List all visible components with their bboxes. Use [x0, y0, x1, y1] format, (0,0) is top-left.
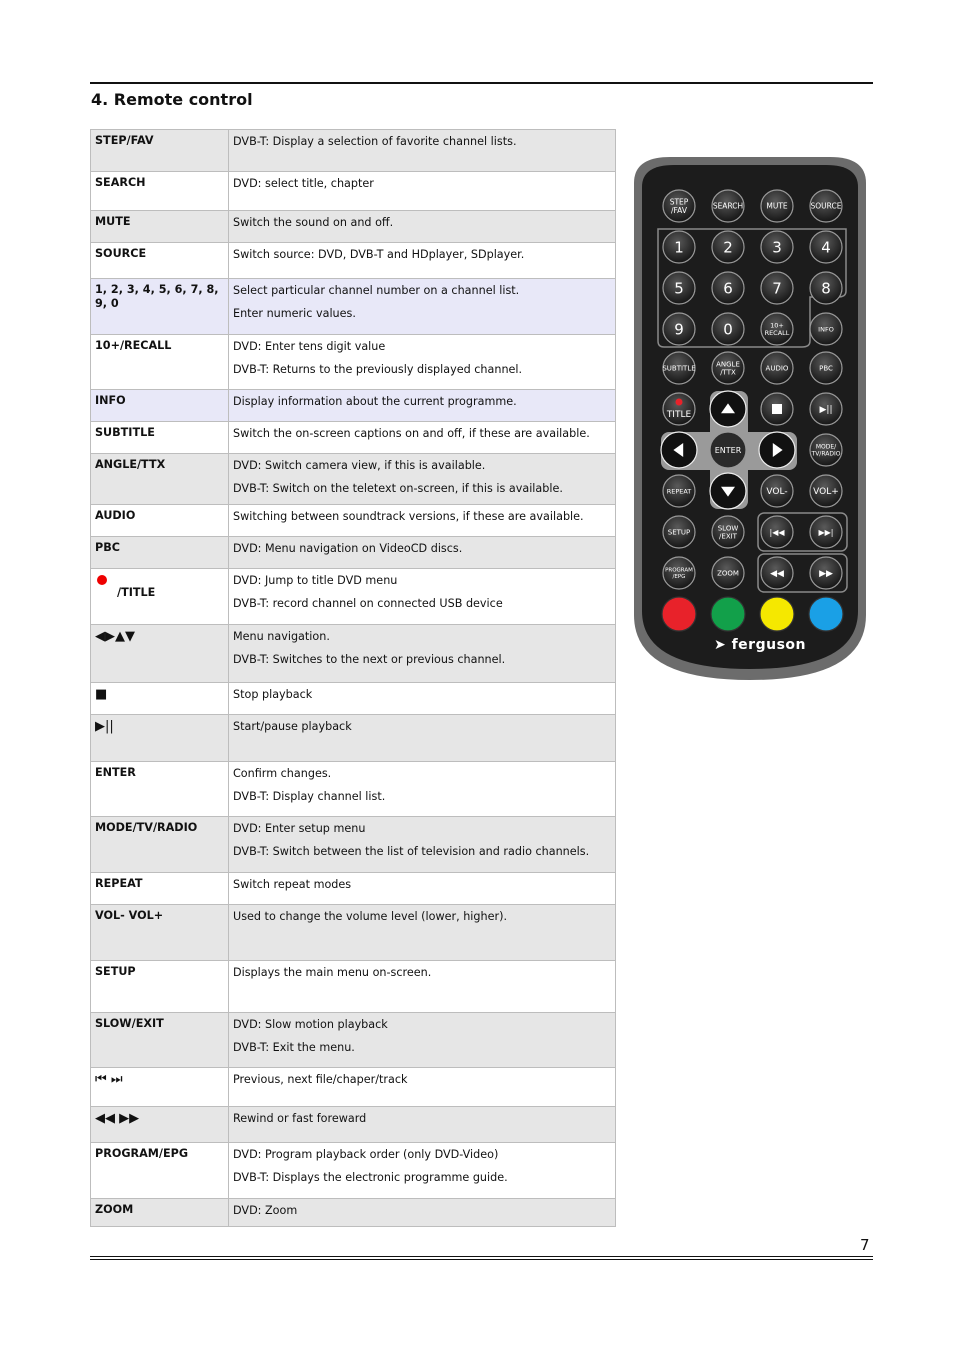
table-row	[91, 422, 616, 454]
table-row	[91, 172, 616, 211]
key-description-cell	[229, 279, 616, 335]
svg-text:TV/RADIO: TV/RADIO	[811, 450, 841, 458]
description-line: DVD: Enter setup menu	[233, 822, 366, 835]
stop-icon	[761, 393, 793, 425]
remote-button	[712, 352, 744, 384]
description-line: DVB-T: Exit the menu.	[233, 1041, 355, 1054]
key-description-cell	[229, 1107, 616, 1143]
remote-number-button	[663, 313, 695, 345]
next-icon	[810, 516, 842, 548]
description-line: Display information about the current programme.	[233, 395, 517, 408]
key-symbol-icon: ■	[95, 687, 108, 702]
key-description-cell	[229, 537, 616, 569]
key-name-cell	[91, 211, 229, 243]
rewind-icon	[761, 557, 793, 589]
key-description-cell	[229, 683, 616, 715]
key-name-cell	[91, 537, 229, 569]
remote-number-button	[712, 313, 744, 345]
key-description-cell	[229, 625, 616, 683]
svg-text:PBC: PBC	[819, 364, 833, 373]
key-symbol-icon: ◀◀ ▶▶	[95, 1111, 140, 1126]
table-row	[91, 961, 616, 1013]
key-name-cell	[91, 873, 229, 905]
svg-text:ZOOM: ZOOM	[717, 569, 739, 578]
key-symbol-icon: ▶||	[95, 719, 114, 734]
key-description-cell	[229, 335, 616, 390]
description-line: DVB-T: Returns to the previously displayed channel.	[233, 363, 523, 376]
remote-button	[712, 190, 744, 222]
svg-text:/EPG: /EPG	[672, 574, 686, 581]
key-name: /TITLE	[117, 586, 156, 599]
key-name-cell	[91, 1013, 229, 1068]
key-name: 10+/RECALL	[95, 339, 172, 352]
remote-mode-button	[810, 434, 842, 466]
remote-button	[662, 352, 695, 384]
table-row	[91, 817, 616, 873]
table-row	[91, 1107, 616, 1143]
svg-text:▶||: ▶||	[819, 405, 833, 416]
svg-text:SETUP: SETUP	[667, 528, 691, 537]
key-name-cell	[91, 279, 229, 335]
fast-forward-icon	[810, 557, 842, 589]
svg-text:VOL-: VOL-	[766, 487, 788, 498]
key-name-cell	[91, 1143, 229, 1199]
table-row	[91, 905, 616, 961]
remote-number-button	[761, 313, 793, 345]
table-row	[91, 390, 616, 422]
key-description-cell	[229, 1199, 616, 1227]
key-name-cell	[91, 454, 229, 505]
description-line: DVD: select title, chapter	[233, 177, 374, 190]
key-name-cell	[91, 243, 229, 279]
remote-number-button	[810, 313, 842, 345]
key-name-cell	[91, 505, 229, 537]
svg-text:1: 1	[674, 238, 684, 257]
remote-button	[810, 190, 842, 222]
table-row	[91, 625, 616, 683]
key-description-cell	[229, 905, 616, 961]
bottom-rule-double	[90, 1259, 873, 1260]
svg-text:5: 5	[674, 279, 684, 298]
key-name: INFO	[95, 394, 126, 407]
key-name: PBC	[95, 541, 120, 554]
remote-color-button	[809, 597, 843, 631]
svg-text:4: 4	[821, 238, 831, 257]
svg-text:|◀◀: |◀◀	[769, 527, 785, 537]
key-name: MODE/TV/RADIO	[95, 821, 198, 834]
svg-text:8: 8	[821, 279, 831, 298]
remote-color-button	[662, 597, 696, 631]
remote-vol-plus-button	[810, 475, 842, 507]
remote-repeat-button	[663, 475, 695, 507]
key-name-cell	[91, 569, 229, 625]
svg-text:SUBTITLE: SUBTITLE	[662, 364, 696, 373]
table-row	[91, 279, 616, 335]
description-line: Select particular channel number on a channel list.	[233, 284, 520, 297]
remote-number-button	[712, 272, 744, 304]
key-name: VOL- VOL+	[95, 909, 164, 922]
svg-text:/TTX: /TTX	[720, 368, 736, 377]
key-description-cell	[229, 1068, 616, 1107]
key-description-cell	[229, 1143, 616, 1199]
table-row	[91, 243, 616, 279]
svg-text:9: 9	[674, 320, 684, 339]
key-description-cell	[229, 243, 616, 279]
description-line: DVB-T: Switch on the teletext on-screen, if this is available.	[233, 482, 563, 495]
svg-text:▶▶: ▶▶	[819, 569, 833, 580]
key-description-cell	[229, 961, 616, 1013]
key-name-cell	[91, 715, 229, 762]
key-description-cell	[229, 873, 616, 905]
key-description-cell	[229, 422, 616, 454]
key-description-cell	[229, 454, 616, 505]
bottom-rule	[90, 1256, 873, 1257]
remote-control-illustration	[630, 155, 870, 682]
svg-text:2: 2	[723, 238, 733, 257]
remote-title-button	[663, 393, 695, 425]
description-line: Switch source: DVD, DVB-T and HDplayer, SDplayer.	[233, 248, 525, 261]
svg-text:RECALL: RECALL	[764, 329, 790, 338]
key-description-cell	[229, 1013, 616, 1068]
key-name-cell	[91, 130, 229, 172]
svg-text:VOL+: VOL+	[813, 487, 839, 498]
remote-enter-button	[710, 432, 746, 468]
key-name-cell	[91, 172, 229, 211]
key-symbol-icon: ◀▶▲▼	[95, 629, 135, 644]
description-line: DVB-T: Switches to the next or previous channel.	[233, 653, 506, 666]
remote-setup-button	[663, 516, 695, 548]
description-line: DVD: Zoom	[233, 1204, 298, 1217]
table-row	[91, 454, 616, 505]
svg-text:▶▶|: ▶▶|	[818, 527, 834, 537]
svg-text:AUDIO: AUDIO	[765, 364, 789, 373]
key-name: SOURCE	[95, 247, 147, 260]
remote-program-button	[663, 557, 695, 589]
description-line: Rewind or fast foreward	[233, 1112, 367, 1125]
key-name: AUDIO	[95, 509, 136, 522]
key-name-cell	[91, 762, 229, 817]
top-rule	[90, 82, 873, 84]
description-line: DVD: Switch camera view, if this is available.	[233, 459, 486, 472]
key-name-cell	[91, 1068, 229, 1107]
table-row	[91, 335, 616, 390]
remote-button	[761, 352, 793, 384]
remote-number-button	[663, 231, 695, 263]
svg-text:3: 3	[772, 238, 782, 257]
key-name: SLOW/EXIT	[95, 1017, 164, 1030]
table-row	[91, 762, 616, 817]
svg-text:0: 0	[723, 320, 733, 339]
description-line: DVD: Jump to title DVD menu	[233, 574, 398, 587]
remote-zoom-button	[712, 557, 744, 589]
svg-text:/FAV: /FAV	[671, 205, 687, 215]
table-row	[91, 537, 616, 569]
svg-text:MODE/: MODE/	[815, 443, 837, 451]
right-arrow-icon	[759, 432, 795, 468]
key-name-cell	[91, 390, 229, 422]
svg-text:TITLE: TITLE	[666, 410, 692, 420]
description-line: Switch the on-screen captions on and off, if these are available.	[233, 427, 590, 440]
description-line: Stop playback	[233, 688, 313, 701]
description-line: DVB-T: Display channel list.	[233, 790, 386, 803]
description-line: DVB-T: Switch between the list of television and radio channels.	[233, 845, 590, 858]
up-arrow-icon	[710, 391, 746, 427]
remote-number-button	[761, 231, 793, 263]
svg-text:10+: 10+	[770, 321, 784, 330]
description-line: Confirm changes.	[233, 767, 332, 780]
left-arrow-icon	[661, 432, 697, 468]
description-line: Enter numeric values.	[233, 307, 356, 320]
key-name: SUBTITLE	[95, 426, 155, 439]
down-arrow-icon	[710, 473, 746, 509]
remote-number-button	[712, 231, 744, 263]
key-name: PROGRAM/EPG	[95, 1147, 189, 1160]
remote-vol-minus-button	[761, 475, 793, 507]
key-description-cell	[229, 390, 616, 422]
key-symbol-icon: ⏮ ⏭	[95, 1072, 123, 1087]
description-line: Previous, next file/chaper/track	[233, 1073, 408, 1086]
svg-text:REPEAT: REPEAT	[666, 487, 692, 496]
svg-text:INFO: INFO	[818, 325, 834, 334]
svg-text:/EXIT: /EXIT	[719, 532, 737, 541]
description-line: Menu navigation.	[233, 630, 330, 643]
key-name: ZOOM	[95, 1203, 134, 1216]
key-name-cell	[91, 683, 229, 715]
play-pause-icon	[810, 393, 842, 425]
remote-button	[663, 190, 695, 222]
key-description-cell	[229, 817, 616, 873]
key-name-cell	[91, 335, 229, 390]
table-row	[91, 715, 616, 762]
svg-text:MUTE: MUTE	[766, 201, 788, 211]
description-line: Switching between soundtrack versions, if these are available.	[233, 510, 584, 523]
description-line: Start/pause playback	[233, 720, 352, 733]
svg-text:ENTER: ENTER	[714, 445, 742, 455]
remote-number-button	[663, 272, 695, 304]
remote-button	[761, 190, 793, 222]
key-description-cell	[229, 172, 616, 211]
table-row	[91, 873, 616, 905]
remote-keys-table	[90, 129, 616, 1227]
key-description-cell	[229, 211, 616, 243]
remote-slow-button	[712, 516, 744, 548]
svg-text:ANGLE: ANGLE	[716, 360, 740, 369]
table-row	[91, 130, 616, 172]
description-line: DVB-T: record channel on connected USB device	[233, 597, 503, 610]
key-name: MUTE	[95, 215, 131, 228]
remote-brand-logo: ➤ ferguson	[713, 637, 807, 653]
key-name-cell	[91, 1107, 229, 1143]
key-description-cell	[229, 505, 616, 537]
svg-text:SLOW: SLOW	[717, 524, 739, 533]
table-row	[91, 505, 616, 537]
remote-color-button	[760, 597, 794, 631]
description-line: DVD: Program playback order (only DVD-Video)	[233, 1148, 499, 1161]
key-description-cell	[229, 762, 616, 817]
remote-number-button	[810, 272, 842, 304]
key-description-cell	[229, 130, 616, 172]
svg-text:SOURCE: SOURCE	[810, 201, 842, 211]
remote-color-button	[711, 597, 745, 631]
key-name: REPEAT	[95, 877, 143, 890]
svg-text:6: 6	[723, 279, 733, 298]
key-name: 1, 2, 3, 4, 5, 6, 7, 8, 9, 0	[95, 283, 219, 310]
table-row	[91, 1068, 616, 1107]
key-name: SETUP	[95, 965, 136, 978]
remote-button	[810, 352, 842, 384]
previous-icon	[761, 516, 793, 548]
key-name-cell	[91, 422, 229, 454]
key-name: STEP/FAV	[95, 134, 154, 147]
table-row	[91, 683, 616, 715]
section-heading: 4. Remote control	[91, 90, 253, 109]
table-row	[91, 211, 616, 243]
description-line: DVB-T: Display a selection of favorite channel lists.	[233, 135, 517, 148]
svg-text:7: 7	[772, 279, 782, 298]
description-line: Switch the sound on and off.	[233, 216, 394, 229]
key-description-cell	[229, 569, 616, 625]
remote-number-button	[810, 231, 842, 263]
page-number: 7	[860, 1236, 870, 1254]
table-row	[91, 569, 616, 625]
description-line: DVD: Menu navigation on VideoCD discs.	[233, 542, 463, 555]
svg-text:◀◀: ◀◀	[770, 569, 784, 580]
key-description-cell	[229, 715, 616, 762]
remote-number-button	[761, 272, 793, 304]
record-dot-icon	[97, 575, 107, 585]
key-name-cell	[91, 961, 229, 1013]
description-line: DVB-T: Displays the electronic programme guide.	[233, 1171, 508, 1184]
description-line: DVD: Enter tens digit value	[233, 340, 386, 353]
key-name: ENTER	[95, 766, 136, 779]
key-name: ANGLE/TTX	[95, 458, 166, 471]
table-row	[91, 1199, 616, 1227]
description-line: Displays the main menu on-screen.	[233, 966, 432, 979]
svg-text:PROGRAM: PROGRAM	[665, 567, 693, 574]
table-row	[91, 1013, 616, 1068]
description-line: Switch repeat modes	[233, 878, 352, 891]
key-name-cell	[91, 817, 229, 873]
description-line: DVD: Slow motion playback	[233, 1018, 388, 1031]
key-name: SEARCH	[95, 176, 146, 189]
key-name-cell	[91, 1199, 229, 1227]
table-row	[91, 1143, 616, 1199]
svg-text:STEP: STEP	[669, 197, 689, 207]
key-name-cell	[91, 905, 229, 961]
svg-text:SEARCH: SEARCH	[712, 201, 744, 211]
key-name-cell	[91, 625, 229, 683]
description-line: Used to change the volume level (lower, higher).	[233, 910, 508, 923]
